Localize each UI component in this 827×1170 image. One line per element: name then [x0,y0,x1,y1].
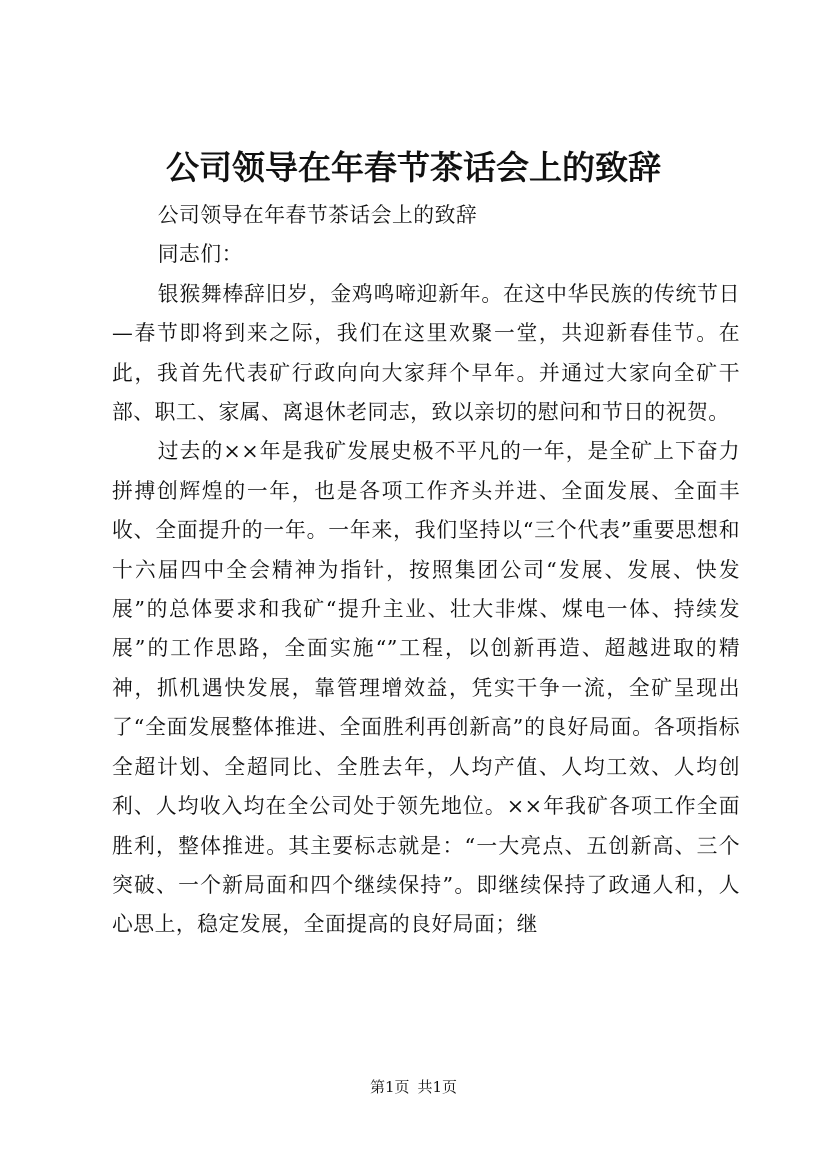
page-footer [0,1077,827,1097]
body-paragraph: 过去的××年是我矿发展史极不平凡的一年，是全矿上下奋力拼搏创辉煌的一年，也是各项工作齐头并进、全面发展、全面丰收、全面提升的一年。一年来，我们坚持以“三个代表”重要思想和十六届四中全会精神为指针，按照集团公司“发展、发展、快发展”的总体要求和我矿“提升主业、壮大非煤、煤电一体、持续发展”的工作思路，全面实施“”工程，以创新再造、超越进取的精神，抓机遇快发展，靠管理增效益，凭实干争一流，全矿呈现出了“全面发展整体推进、全面胜利再创新高”的良好局面。各项指标全超计划、全超同比、全胜去年，人均产值、人均工效、人均创利、人均收入均在全公司处于领先地位。××年我矿各项工作全面胜利，整体推进。其主要标志就是：“一大亮点、五创新高、三个突破、一个新局面和四个继续保持”。即继续保持了政通人和，人心思上，稳定发展，全面提高的良好局面；继 [112,439,740,937]
document-title: 公司领导在年春节茶话会上的致辞 [166,148,661,187]
page-number-current: 第1页 [369,1078,410,1096]
page-number-total: 共1页 [417,1078,458,1096]
salutation-paragraph: 同志们： [157,242,243,267]
subtitle-paragraph: 公司领导在年春节茶话会上的致辞 [157,203,478,227]
document-body [112,196,740,945]
body-paragraph: 银猴舞棒辞旧岁，金鸡鸣啼迎新年。在这中华民族的传统节日—春节即将到来之际，我们在这里欢聚一堂，共迎新春佳节。在此，我首先代表矿行政向向大家拜个早年。并通过大家向全矿干部、职工、家属、离退休老同志，致以亲切的慰问和节日的祝贺。 [112,281,740,425]
